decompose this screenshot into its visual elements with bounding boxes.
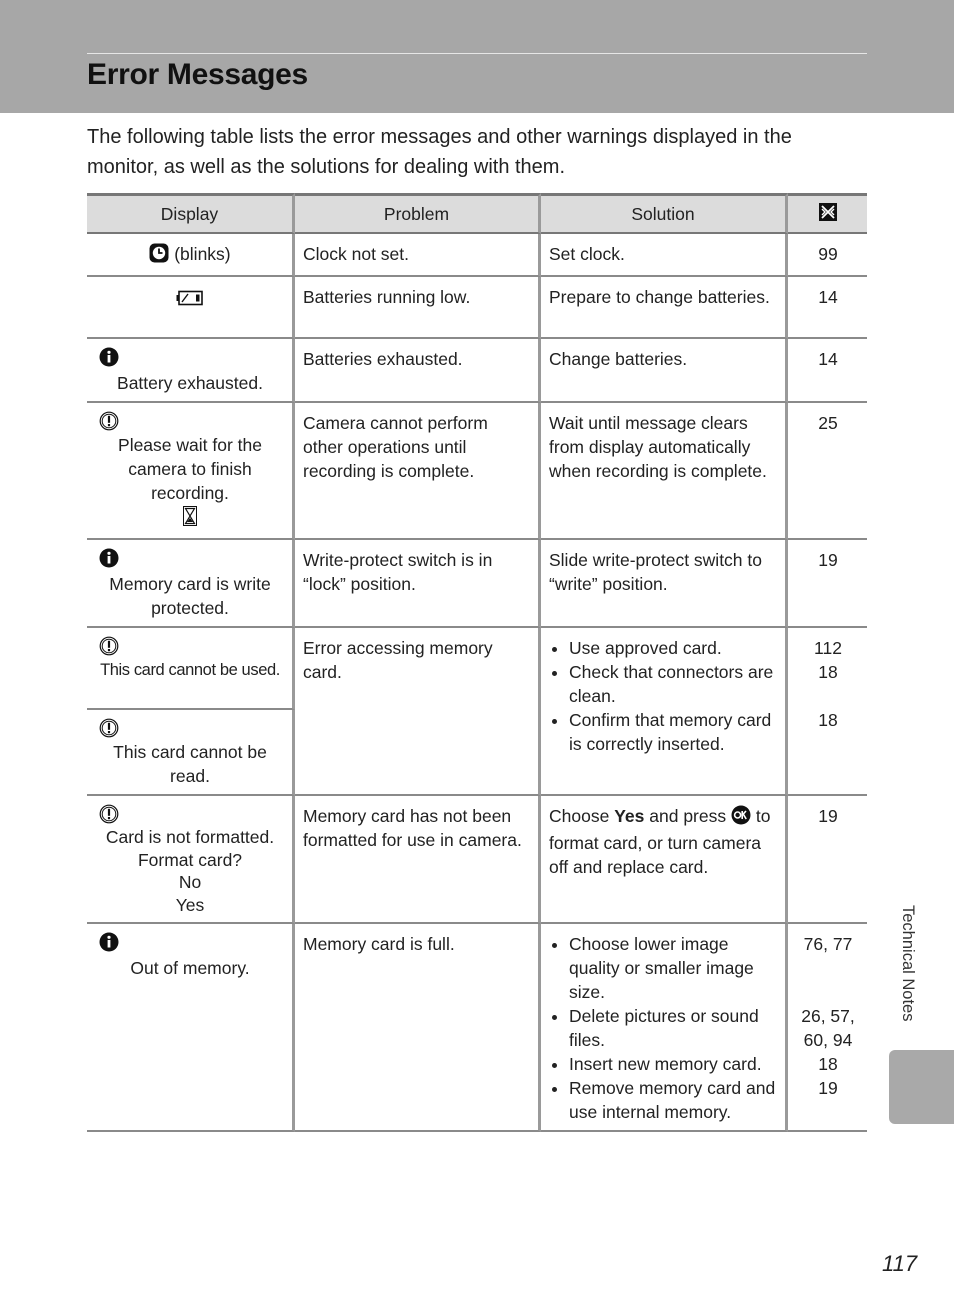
solution-list	[549, 932, 778, 1124]
display-cell	[87, 710, 295, 796]
warning-icon	[99, 411, 119, 437]
display-cell	[87, 403, 295, 540]
solution-cell	[541, 924, 788, 1132]
table-row	[87, 234, 867, 277]
page-cell	[788, 628, 867, 796]
display-text: Please wait for the camera to finish recording.	[118, 435, 262, 503]
display-cell	[87, 339, 295, 403]
page-cell: 25	[788, 403, 867, 540]
info-icon	[99, 347, 119, 373]
solution-list	[549, 636, 778, 756]
page-ref: 76, 77	[803, 934, 853, 954]
page-ref: 112	[814, 638, 842, 658]
list-item: • Use approved card.	[569, 636, 778, 660]
page-reference-icon	[818, 202, 838, 228]
list-item: • Remove memory card and use internal memory.	[569, 1076, 778, 1124]
header-rule	[87, 53, 867, 54]
solution-cell: Change batteries.	[541, 339, 788, 403]
intro-paragraph: The following table lists the error messages and other warnings displayed in the monitor, as well as the solutions for dealing with them.	[87, 126, 792, 178]
header-solution: Solution	[541, 193, 788, 234]
page-number: 117	[882, 1251, 918, 1276]
section-tab-label: Technical Notes	[899, 905, 917, 1022]
table-row	[87, 277, 867, 339]
table-row	[87, 924, 867, 1132]
display-text: Out of memory.	[130, 958, 250, 978]
battery-low-icon	[176, 288, 204, 312]
clock-icon	[149, 243, 169, 269]
display-cell	[87, 540, 295, 628]
table-row	[87, 796, 867, 924]
page-cell: 19	[788, 540, 867, 628]
page-cell	[788, 924, 867, 1132]
hourglass-icon	[183, 506, 197, 532]
section-tab	[889, 1050, 954, 1124]
solution-cell: Slide write-protect switch to “write” position.	[541, 540, 788, 628]
display-text: This card cannot be used.	[100, 661, 280, 679]
display-cell	[87, 234, 295, 277]
page-ref	[796, 684, 860, 708]
page-ref: 18	[818, 1054, 838, 1074]
display-text: Battery exhausted.	[117, 373, 263, 393]
problem-cell: Camera cannot perform other operations until recording is complete.	[295, 403, 541, 540]
table-row	[87, 339, 867, 403]
solution-cell: Wait until message clears from display automatically when recording is complete.	[541, 403, 788, 540]
page-ref: 26, 57,	[801, 1006, 855, 1026]
table-row	[87, 628, 867, 710]
table-row	[87, 540, 867, 628]
display-text: This card cannot be read.	[113, 742, 267, 786]
problem-cell: Clock not set.	[295, 234, 541, 277]
problem-cell: Memory card has not been formatted for use in camera.	[295, 796, 541, 924]
solution-cell: Prepare to change batteries.	[541, 277, 788, 339]
problem-cell: Batteries running low.	[295, 277, 541, 339]
page-cell: 14	[788, 277, 867, 339]
header-display: Display	[87, 193, 295, 234]
table-row	[87, 403, 867, 540]
display-line: Format card?	[137, 849, 243, 870]
yes-option-text: Yes	[614, 806, 645, 826]
display-option-no: No	[178, 872, 202, 892]
page-ref	[796, 980, 860, 1004]
solution-cell	[541, 628, 788, 796]
problem-cell: Write-protect switch is in “lock” position.	[295, 540, 541, 628]
list-item: • Choose lower image quality or smaller image size.	[569, 932, 778, 1004]
list-item: • Delete pictures or sound files.	[569, 1004, 778, 1052]
page-ref: 19	[818, 1078, 838, 1098]
list-item: • Insert new memory card.	[569, 1052, 778, 1076]
display-option-yes: Yes	[175, 894, 205, 915]
list-item: • Check that connectors are clean.	[569, 660, 778, 708]
problem-cell: Error accessing memory card.	[295, 628, 541, 796]
page-ref: 60, 94	[803, 1030, 853, 1050]
ok-button-icon	[731, 805, 751, 831]
list-item: • Confirm that memory card is correctly inserted.	[569, 708, 778, 756]
display-cell	[87, 628, 295, 710]
display-text: Memory card is write protected.	[109, 574, 271, 618]
page-cell: 19	[788, 796, 867, 924]
page-cell: 14	[788, 339, 867, 403]
error-messages-table	[87, 193, 867, 1132]
page-ref	[796, 956, 860, 980]
display-text: (blinks)	[174, 244, 231, 264]
header-band	[0, 0, 954, 113]
header-page	[788, 193, 867, 234]
solution-cell: Choose Yes and press to format card, or turn camera off and replace card.	[541, 796, 788, 924]
header-problem: Problem	[295, 193, 541, 234]
display-line: Card is not formatted.	[105, 827, 275, 847]
display-cell	[87, 277, 295, 339]
solution-cell: Set clock.	[541, 234, 788, 277]
table-header-row	[87, 193, 867, 234]
info-icon	[99, 548, 119, 574]
page-ref: 18	[818, 710, 838, 730]
page-ref: 18	[818, 662, 838, 682]
problem-cell: Batteries exhausted.	[295, 339, 541, 403]
display-cell	[87, 924, 295, 1132]
page-title: Error Messages	[87, 58, 308, 91]
problem-cell: Memory card is full.	[295, 924, 541, 1132]
display-cell	[87, 796, 295, 924]
page-cell: 99	[788, 234, 867, 277]
info-icon	[99, 932, 119, 958]
